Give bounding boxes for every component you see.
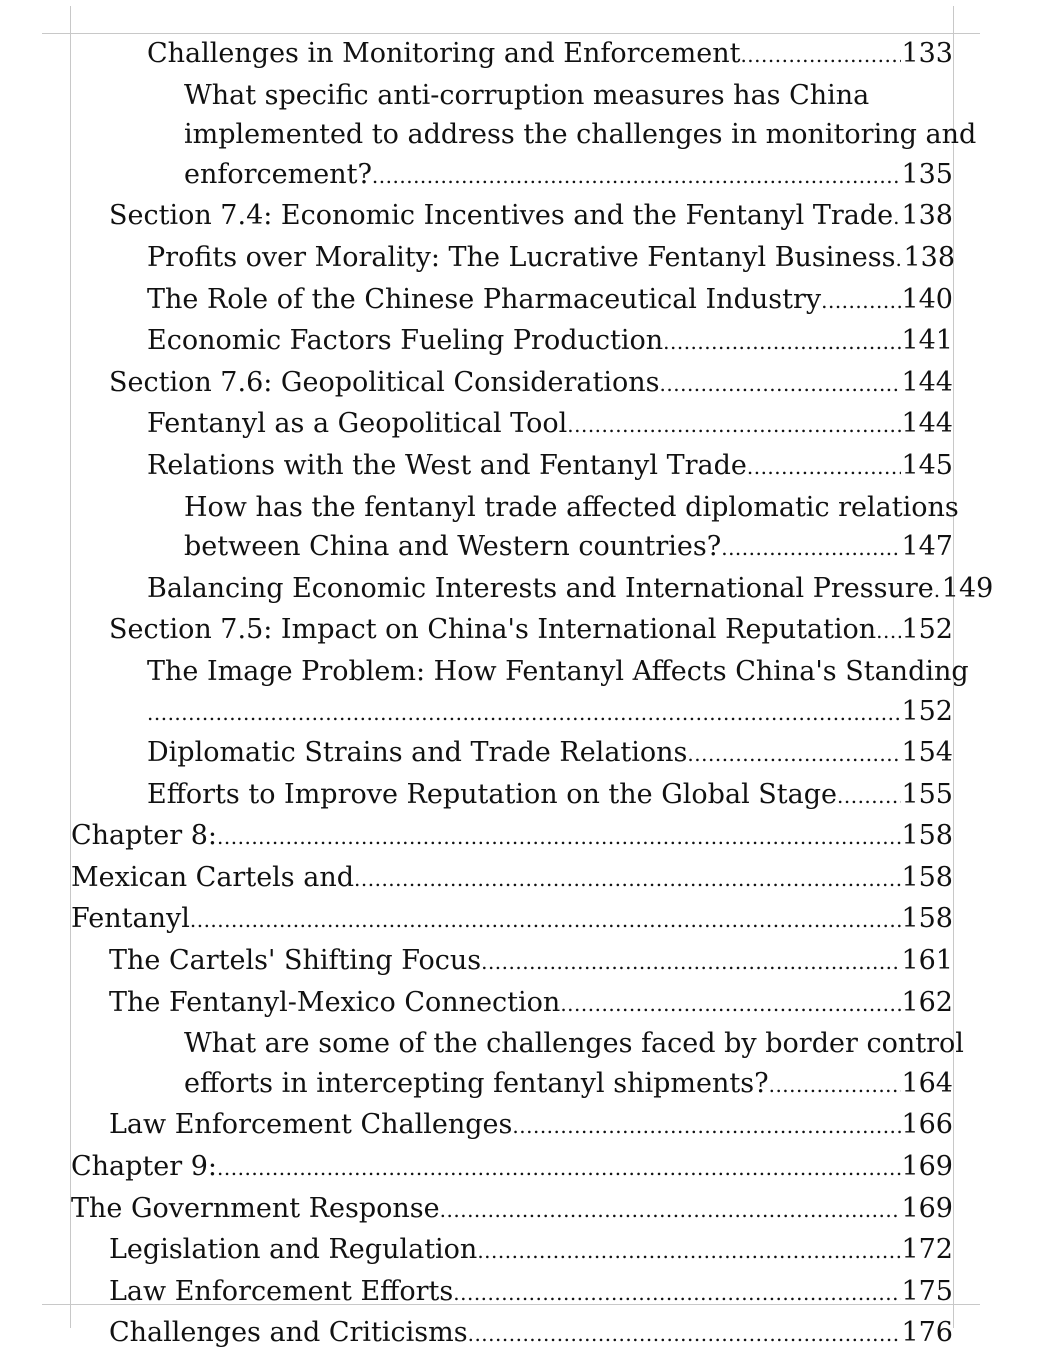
- toc-entry[interactable]: [0, 1272, 1046, 1314]
- toc-entry[interactable]: [0, 569, 1046, 611]
- dot-leader: [477, 1232, 901, 1272]
- toc-entry[interactable]: [0, 363, 1046, 405]
- toc-entry-text-line: What specific anti-corruption measures has China: [184, 79, 870, 111]
- toc-entry[interactable]: [0, 488, 1046, 569]
- toc-entry-title: Chapter 9:: [71, 1151, 218, 1183]
- toc-entry-title: Legislation and Regulation: [109, 1234, 478, 1266]
- toc-page-number: 140: [901, 283, 953, 315]
- dot-leader: [769, 1066, 902, 1106]
- toc-entry-last-line: [184, 155, 953, 197]
- toc-entry-last-line: [184, 1064, 953, 1106]
- dot-leader: [354, 860, 901, 900]
- dot-leader: [372, 157, 902, 197]
- dot-leader: [560, 985, 901, 1025]
- dot-leader: [876, 612, 901, 652]
- dot-leader: [147, 694, 901, 734]
- dot-leader: [440, 1191, 902, 1231]
- toc-entry[interactable]: [0, 1147, 1046, 1189]
- dot-leader: [687, 735, 901, 775]
- toc-entry-title: The Fentanyl-Mexico Connection: [109, 986, 561, 1018]
- toc-entry-last-line: [147, 446, 953, 488]
- toc-page-number: 152: [901, 695, 953, 727]
- toc-entry[interactable]: [0, 733, 1046, 775]
- toc-entry-last-line: [109, 1272, 953, 1314]
- toc-entry-title: Profits over Morality: The Lucrative Fentanyl Business: [147, 241, 896, 273]
- toc-entry-title: enforcement?: [184, 158, 372, 190]
- toc-entry[interactable]: [0, 610, 1046, 652]
- toc-entry-last-line: [71, 899, 953, 941]
- toc-entry-title: Challenges and Criticisms: [109, 1317, 468, 1349]
- toc-entry-last-line: [147, 733, 953, 775]
- toc-entry-last-line: [71, 1189, 953, 1231]
- toc-entry[interactable]: [0, 816, 1046, 858]
- toc-entry-text-line: implemented to address the challenges in monitoring and: [184, 119, 977, 151]
- toc-page-number: 162: [901, 986, 953, 1018]
- toc-entry-last-line: [147, 775, 953, 817]
- toc-page-number: 169: [901, 1151, 953, 1183]
- dot-leader: [190, 901, 902, 941]
- dot-leader: [217, 1149, 901, 1189]
- toc-page-number: 138: [901, 200, 953, 232]
- toc-entry-last-line: [184, 527, 953, 569]
- toc-entry-last-line: [109, 941, 953, 983]
- dot-leader: [453, 1274, 901, 1314]
- toc-entry[interactable]: [0, 238, 1046, 280]
- toc-page-number: 169: [901, 1192, 953, 1224]
- toc-entry-last-line: [109, 196, 953, 238]
- toc-entry[interactable]: [0, 941, 1046, 983]
- toc-entry-last-line: [147, 238, 956, 280]
- toc-entry-title: Balancing Economic Interests and International Pressure: [147, 572, 934, 604]
- toc-page-number: 158: [901, 861, 953, 893]
- toc-entry-last-line: [109, 1230, 953, 1272]
- toc-entry[interactable]: [0, 775, 1046, 817]
- dot-leader: [747, 448, 902, 488]
- toc-entry-last-line: [147, 280, 953, 322]
- toc-entry-text-line: How has the fentanyl trade affected diplomatic relations: [184, 491, 959, 523]
- dot-leader: [217, 818, 901, 858]
- toc-entry-title: The Role of the Chinese Pharmaceutical Industry: [147, 283, 822, 315]
- toc-entry[interactable]: [0, 1230, 1046, 1272]
- toc-entry-last-line: [71, 858, 953, 900]
- toc-entry[interactable]: [0, 1024, 1046, 1105]
- toc-entry-title: Law Enforcement Efforts: [109, 1275, 454, 1307]
- dot-leader: [468, 1315, 902, 1355]
- toc-entry[interactable]: [0, 1105, 1046, 1147]
- toc-entry-last-line: [147, 692, 953, 734]
- toc-entry-text-line: What are some of the challenges faced by border control: [184, 1028, 964, 1060]
- toc-entry-title: Section 7.5: Impact on China's International Reputation: [109, 614, 877, 646]
- toc-entry[interactable]: [0, 34, 1046, 76]
- toc-page-number: 133: [901, 38, 953, 69]
- toc-entry-title: Economic Factors Fueling Production: [147, 325, 664, 357]
- toc-entry-last-line: [109, 1105, 953, 1147]
- toc-entry-title: Law Enforcement Challenges: [109, 1109, 513, 1141]
- toc-entry-last-line: [147, 569, 994, 611]
- toc-entry-last-line: [71, 816, 953, 858]
- toc-entry-last-line: [147, 404, 953, 446]
- toc-entry[interactable]: [0, 858, 1046, 900]
- toc-page-number: 154: [901, 737, 953, 769]
- toc-page-number: 141: [901, 325, 953, 357]
- toc-entry-title: Section 7.4: Economic Incentives and the Fentanyl Trade: [109, 200, 894, 232]
- toc-entry[interactable]: [0, 321, 1046, 363]
- dot-leader: [837, 777, 901, 817]
- toc-entry-title: Mexican Cartels and: [71, 861, 355, 893]
- table-of-contents: [0, 34, 1046, 1355]
- toc-page-number: 175: [901, 1275, 953, 1307]
- toc-page-number: 172: [901, 1234, 953, 1266]
- dot-leader: [721, 529, 901, 569]
- toc-page-number: 155: [901, 778, 953, 810]
- toc-entry-title: Efforts to Improve Reputation on the Global Stage: [147, 778, 837, 810]
- toc-entry-last-line: [147, 321, 953, 363]
- dot-leader: [663, 323, 901, 363]
- toc-entry-title: efforts in intercepting fentanyl shipments?: [184, 1067, 769, 1099]
- toc-page-number: 135: [901, 158, 953, 190]
- toc-entry-title: The Government Response: [71, 1192, 440, 1224]
- toc-page-number: 145: [901, 449, 953, 481]
- toc-entry[interactable]: [0, 652, 1046, 733]
- toc-entry-title: Chapter 8:: [71, 820, 218, 852]
- toc-page-number: 158: [901, 820, 953, 852]
- toc-entry[interactable]: [0, 899, 1046, 941]
- toc-entry[interactable]: [0, 280, 1046, 322]
- toc-entry[interactable]: [0, 404, 1046, 446]
- dot-leader: [567, 406, 901, 446]
- toc-entry-last-line: [109, 1313, 953, 1355]
- toc-page-number: 149: [941, 572, 994, 604]
- toc-entry[interactable]: [0, 76, 1046, 197]
- dot-leader: [481, 943, 901, 983]
- toc-entry-last-line: [147, 34, 953, 76]
- toc-page-number: 164: [901, 1067, 953, 1099]
- toc-entry-last-line: [71, 1147, 953, 1189]
- toc-entry-last-line: [109, 983, 953, 1025]
- toc-entry-title: between China and Western countries?: [184, 531, 722, 563]
- toc-entry-last-line: [109, 610, 953, 652]
- toc-page-number: 147: [901, 531, 953, 563]
- toc-page-number: 152: [901, 614, 953, 646]
- toc-entry[interactable]: [0, 446, 1046, 488]
- toc-entry-title: Fentanyl: [71, 903, 190, 935]
- toc-entry-last-line: [109, 363, 953, 405]
- toc-entry[interactable]: [0, 196, 1046, 238]
- toc-entry-text-line: The Image Problem: How Fentanyl Affects China's Standing: [147, 655, 969, 687]
- toc-entry[interactable]: [0, 1189, 1046, 1231]
- dot-leader: [740, 36, 901, 76]
- dot-leader: [660, 365, 902, 405]
- toc-page-number: 144: [901, 366, 953, 398]
- toc-entry[interactable]: [0, 983, 1046, 1025]
- toc-entry-title: Diplomatic Strains and Trade Relations: [147, 737, 688, 769]
- toc-page-number: 144: [901, 408, 953, 440]
- dot-leader: [896, 240, 904, 280]
- dot-leader: [893, 198, 901, 238]
- toc-page-number: 158: [901, 903, 953, 935]
- toc-page-number: 166: [901, 1109, 953, 1141]
- toc-entry-title: Section 7.6: Geopolitical Considerations: [109, 366, 660, 398]
- toc-entry[interactable]: [0, 1313, 1046, 1355]
- dot-leader: [512, 1107, 901, 1147]
- dot-leader: [821, 282, 901, 322]
- dot-leader: [934, 571, 942, 611]
- toc-entry-title: Fentanyl as a Geopolitical Tool: [147, 408, 568, 440]
- toc-page-number: 138: [903, 241, 956, 273]
- toc-page-number: 176: [901, 1317, 953, 1349]
- toc-entry-title: Challenges in Monitoring and Enforcement: [147, 38, 741, 69]
- toc-page-number: 161: [901, 945, 953, 977]
- toc-entry-title: The Cartels' Shifting Focus: [109, 945, 482, 977]
- toc-entry-title: Relations with the West and Fentanyl Trade: [147, 449, 747, 481]
